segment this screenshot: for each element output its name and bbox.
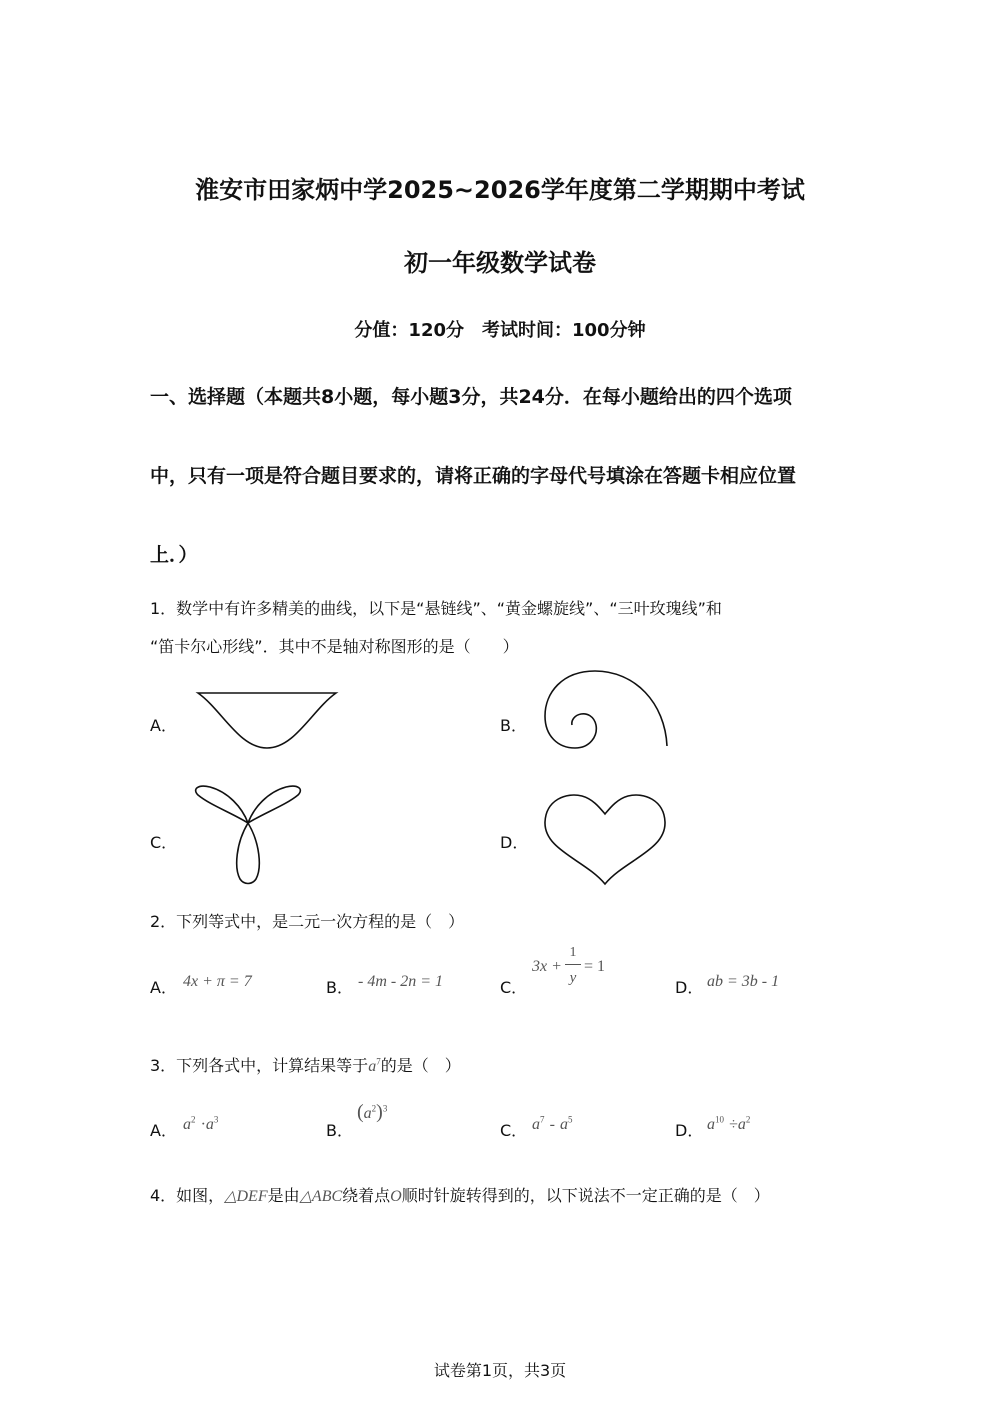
- q3-b-inner-exp: 2: [371, 1103, 377, 1114]
- q3-option-c-expression: [532, 1114, 573, 1134]
- q3-d-base2: a: [737, 1116, 746, 1133]
- q3-a-op: ·: [200, 1116, 206, 1133]
- q2-option-d-expression: ab = 3b - 1: [707, 973, 780, 990]
- q3-stem-exponent: 7: [376, 1056, 381, 1067]
- cardioid-heart-figure: [540, 788, 670, 888]
- q3-c-exp1: 7: [540, 1114, 545, 1125]
- section-heading-line1: 一、选择题（本题共8小题，每小题3分，共24分．在每小题给出的四个选项: [150, 386, 792, 408]
- q1-option-d-label: D．: [500, 833, 529, 852]
- page-footer: 试卷第1页，共3页: [433, 1361, 567, 1380]
- q3-b-open-paren: (: [357, 1101, 364, 1123]
- q4-text-mid1: 是由: [267, 1186, 300, 1205]
- q1-option-c-label: C．: [150, 833, 178, 852]
- q4-text-mid2: 绕着点: [342, 1186, 391, 1205]
- q3-d-base1: a: [707, 1116, 715, 1133]
- q2-option-a-expression: 4x + π = 7: [183, 973, 252, 990]
- q3-option-b-expression: [357, 1101, 387, 1124]
- q3-stem: [150, 1053, 461, 1076]
- q4-prefix: 4．如图，: [150, 1186, 225, 1205]
- q3-c-base2: a: [560, 1116, 569, 1133]
- q2-option-b-expression: - 4m - 2n = 1: [358, 973, 444, 990]
- three-leaf-rose-figure: [190, 783, 310, 889]
- q3-option-a-expression: [183, 1114, 218, 1134]
- q3-a-exp1: 2: [191, 1114, 196, 1125]
- golden-spiral-figure: [540, 668, 672, 752]
- exam-subtitle: 初一年级数学试卷: [404, 249, 596, 277]
- q3-option-d-label: D．: [675, 1121, 704, 1140]
- q2-option-c-denominator: y: [569, 970, 577, 986]
- q3-b-base: a: [363, 1105, 372, 1122]
- q4-suffix: 顺时针旋转得到的，以下说法不一定正确的是（ ）: [401, 1186, 770, 1205]
- q3-stem-base: a: [368, 1058, 377, 1075]
- q1-stem-line1: 1．数学中有许多精美的曲线，以下是“悬链线”、“黄金螺旋线”、“三叶玫瑰线”和: [150, 599, 722, 618]
- q3-a-exp2: 3: [213, 1114, 219, 1125]
- q3-d-exp2: 2: [745, 1114, 751, 1125]
- exam-meta: 分值：120分 考试时间：100分钟: [354, 320, 646, 341]
- catenary-curve-figure: [190, 688, 342, 754]
- q3-c-op: -: [549, 1116, 555, 1133]
- q3-option-c-label: C．: [500, 1121, 528, 1140]
- fraction-bar: [565, 964, 581, 965]
- q3-d-exp1: 10: [715, 1114, 724, 1125]
- q3-b-outer-exp: 3: [382, 1103, 388, 1114]
- q4-stem: [150, 1183, 770, 1206]
- section-heading-line3: 上．）: [150, 544, 198, 566]
- q1-option-a-label: A．: [150, 716, 177, 735]
- q4-point-o: O: [390, 1188, 402, 1205]
- q2-option-d-label: D．: [675, 978, 704, 997]
- section-heading-line2: 中，只有一项是符合题目要求的，请将正确的字母代号填涂在答题卡相应位置: [150, 465, 797, 487]
- q2-option-c-lhs: 3x +: [532, 958, 562, 975]
- q3-d-op: ÷: [729, 1116, 738, 1133]
- q2-option-c-numerator: 1: [569, 945, 577, 960]
- q3-b-close-paren: ): [376, 1101, 383, 1123]
- q3-a-base1: a: [183, 1116, 191, 1133]
- q1-stem-line2: “笛卡尔心形线”．其中不是轴对称图形的是（ ）: [150, 637, 519, 656]
- q3-a-base2: a: [205, 1116, 214, 1133]
- q3-option-a-label: A．: [150, 1121, 177, 1140]
- q2-option-c-rhs: = 1: [584, 958, 606, 975]
- q2-option-c-label: C．: [500, 978, 528, 997]
- q2-stem: 2．下列等式中，是二元一次方程的是（ ）: [150, 912, 465, 931]
- q3-option-b-label: B．: [326, 1121, 353, 1140]
- q4-triangle-abc: △ABC: [299, 1188, 343, 1205]
- q3-c-exp2: 5: [568, 1114, 573, 1125]
- q3-stem-prefix: 3．下列各式中，计算结果等于: [150, 1056, 369, 1075]
- exam-title: 淮安市田家炳中学2025~2026学年度第二学期期中考试: [195, 176, 805, 204]
- q3-option-d-expression: [707, 1114, 750, 1134]
- q3-stem-suffix: 的是（ ）: [380, 1056, 461, 1075]
- q1-option-b-label: B．: [500, 716, 527, 735]
- q2-option-a-label: A．: [150, 978, 177, 997]
- q2-option-b-label: B．: [326, 978, 353, 997]
- q3-c-base1: a: [532, 1116, 540, 1133]
- q4-triangle-def: △DEF: [224, 1188, 268, 1205]
